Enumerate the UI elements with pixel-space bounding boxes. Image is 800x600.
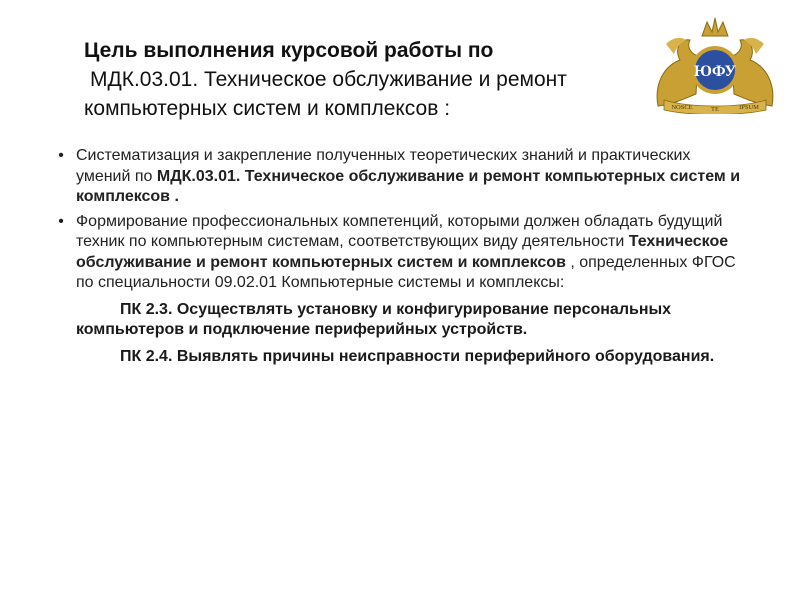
slide-title-line-1: Цель выполнения курсовой работы по [84, 39, 494, 62]
slide-title-line-3: компьютерных систем и комплексов : [84, 97, 451, 120]
bullet-icon: • [58, 212, 64, 230]
competency-item [54, 347, 744, 368]
slide-title-line-2: МДК.03.01. Техническое обслуживание и ремонт [90, 68, 567, 91]
emblem-motto-right: IPSUM [739, 104, 759, 111]
competency-text: Выявлять причины неисправности периферийного оборудования. [176, 347, 715, 365]
competency-text: Осуществлять установку и конфигурирование персональных компьютеров и подключение периферийных устройств. [76, 300, 672, 338]
competency-code: ПК 2.4. [120, 347, 173, 365]
emblem-motto-left: NOSCE [671, 104, 693, 111]
bullet-text: Формирование профессиональных компетенций, которыми должен обладать будущий техник по компьютерным системам, соответствующих виду деятельности Техническое обслуживание и ремонт компьютерных систем и комплексов , определенных ФГОС по специальности 09.02.01 Компьютерные системы и комплексы: [76, 212, 736, 291]
bullet-item [54, 146, 744, 208]
competency-code: ПК 2.3. [120, 300, 173, 318]
bullet-text: Систематизация и закрепление полученных теоретических знаний и практических умений по МДК.03.01. Техническое обслуживание и ремонт компьютерных систем и комплексов . [76, 147, 741, 205]
slide-title [84, 36, 704, 123]
emblem-motto-mid: TE [711, 106, 719, 113]
bullet-icon: • [58, 147, 64, 164]
competency-item [54, 300, 744, 341]
slide-body [54, 146, 744, 367]
emblem-monogram: ЮФУ [693, 63, 737, 80]
bullet-item [54, 212, 744, 294]
